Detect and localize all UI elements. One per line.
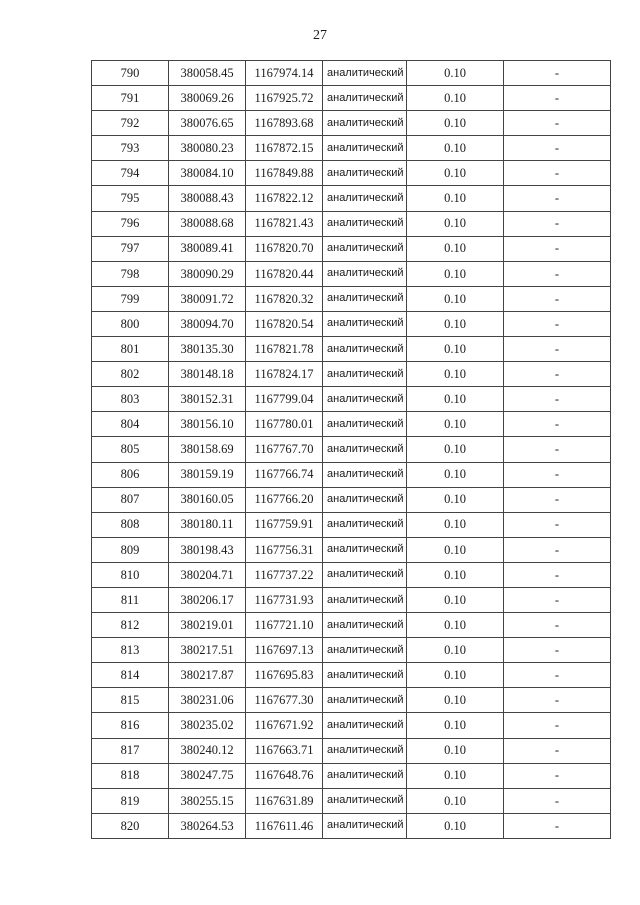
y-coordinate-cell: 1167820.44 [246, 261, 323, 286]
accuracy-cell: 0.10 [407, 311, 504, 336]
page-number: 27 [313, 28, 327, 43]
accuracy-cell: 0.10 [407, 387, 504, 412]
y-coordinate-cell: 1167663.71 [246, 738, 323, 763]
accuracy-cell: 0.10 [407, 136, 504, 161]
point-number-cell: 797 [92, 236, 169, 261]
y-coordinate-cell: 1167737.22 [246, 562, 323, 587]
table-row [92, 387, 611, 412]
y-coordinate-cell: 1167821.43 [246, 211, 323, 236]
point-number-cell: 798 [92, 261, 169, 286]
y-coordinate-cell: 1167820.32 [246, 286, 323, 311]
point-number-cell: 806 [92, 462, 169, 487]
y-coordinate-cell: 1167824.17 [246, 362, 323, 387]
method-cell: аналитический [323, 186, 407, 211]
note-cell: - [504, 462, 611, 487]
accuracy-cell: 0.10 [407, 613, 504, 638]
table-row [92, 261, 611, 286]
x-coordinate-cell: 380156.10 [169, 412, 246, 437]
point-number-cell: 813 [92, 638, 169, 663]
note-cell: - [504, 61, 611, 86]
y-coordinate-cell: 1167671.92 [246, 713, 323, 738]
accuracy-cell: 0.10 [407, 186, 504, 211]
method-cell: аналитический [323, 136, 407, 161]
x-coordinate-cell: 380135.30 [169, 337, 246, 362]
point-number-cell: 803 [92, 387, 169, 412]
point-number-cell: 808 [92, 512, 169, 537]
note-cell: - [504, 86, 611, 111]
accuracy-cell: 0.10 [407, 512, 504, 537]
method-cell: аналитический [323, 688, 407, 713]
point-number-cell: 800 [92, 311, 169, 336]
accuracy-cell: 0.10 [407, 286, 504, 311]
note-cell: - [504, 537, 611, 562]
point-number-cell: 814 [92, 663, 169, 688]
point-number-cell: 817 [92, 738, 169, 763]
point-number-cell: 804 [92, 412, 169, 437]
table-row [92, 763, 611, 788]
note-cell: - [504, 813, 611, 838]
point-number-cell: 820 [92, 813, 169, 838]
method-cell: аналитический [323, 587, 407, 612]
method-cell: аналитический [323, 311, 407, 336]
table-row [92, 562, 611, 587]
note-cell: - [504, 437, 611, 462]
table-row [92, 512, 611, 537]
table-row [92, 788, 611, 813]
table-row [92, 286, 611, 311]
y-coordinate-cell: 1167756.31 [246, 537, 323, 562]
accuracy-cell: 0.10 [407, 663, 504, 688]
y-coordinate-cell: 1167925.72 [246, 86, 323, 111]
y-coordinate-cell: 1167759.91 [246, 512, 323, 537]
point-number-cell: 815 [92, 688, 169, 713]
point-number-cell: 802 [92, 362, 169, 387]
point-number-cell: 812 [92, 613, 169, 638]
method-cell: аналитический [323, 638, 407, 663]
x-coordinate-cell: 380240.12 [169, 738, 246, 763]
x-coordinate-cell: 380217.51 [169, 638, 246, 663]
y-coordinate-cell: 1167631.89 [246, 788, 323, 813]
method-cell: аналитический [323, 462, 407, 487]
y-coordinate-cell: 1167872.15 [246, 136, 323, 161]
accuracy-cell: 0.10 [407, 61, 504, 86]
note-cell: - [504, 763, 611, 788]
x-coordinate-cell: 380235.02 [169, 713, 246, 738]
y-coordinate-cell: 1167822.12 [246, 186, 323, 211]
point-number-cell: 818 [92, 763, 169, 788]
accuracy-cell: 0.10 [407, 362, 504, 387]
note-cell: - [504, 587, 611, 612]
point-number-cell: 791 [92, 86, 169, 111]
method-cell: аналитический [323, 562, 407, 587]
accuracy-cell: 0.10 [407, 587, 504, 612]
x-coordinate-cell: 380160.05 [169, 487, 246, 512]
accuracy-cell: 0.10 [407, 788, 504, 813]
note-cell: - [504, 663, 611, 688]
y-coordinate-cell: 1167849.88 [246, 161, 323, 186]
point-number-cell: 792 [92, 111, 169, 136]
method-cell: аналитический [323, 387, 407, 412]
method-cell: аналитический [323, 663, 407, 688]
table-row [92, 638, 611, 663]
x-coordinate-cell: 380088.43 [169, 186, 246, 211]
x-coordinate-cell: 380089.41 [169, 236, 246, 261]
x-coordinate-cell: 380058.45 [169, 61, 246, 86]
y-coordinate-cell: 1167766.74 [246, 462, 323, 487]
note-cell: - [504, 186, 611, 211]
y-coordinate-cell: 1167799.04 [246, 387, 323, 412]
y-coordinate-cell: 1167766.20 [246, 487, 323, 512]
point-number-cell: 793 [92, 136, 169, 161]
point-number-cell: 801 [92, 337, 169, 362]
point-number-cell: 819 [92, 788, 169, 813]
accuracy-cell: 0.10 [407, 337, 504, 362]
accuracy-cell: 0.10 [407, 763, 504, 788]
accuracy-cell: 0.10 [407, 738, 504, 763]
note-cell: - [504, 161, 611, 186]
x-coordinate-cell: 380091.72 [169, 286, 246, 311]
x-coordinate-cell: 380247.75 [169, 763, 246, 788]
y-coordinate-cell: 1167721.10 [246, 613, 323, 638]
x-coordinate-cell: 380152.31 [169, 387, 246, 412]
point-number-cell: 805 [92, 437, 169, 462]
x-coordinate-cell: 380084.10 [169, 161, 246, 186]
table-row [92, 537, 611, 562]
accuracy-cell: 0.10 [407, 638, 504, 663]
method-cell: аналитический [323, 713, 407, 738]
table-row [92, 337, 611, 362]
x-coordinate-cell: 380180.11 [169, 512, 246, 537]
y-coordinate-cell: 1167697.13 [246, 638, 323, 663]
table-row [92, 613, 611, 638]
x-coordinate-cell: 380204.71 [169, 562, 246, 587]
x-coordinate-cell: 380198.43 [169, 537, 246, 562]
x-coordinate-cell: 380094.70 [169, 311, 246, 336]
y-coordinate-cell: 1167611.46 [246, 813, 323, 838]
table-row [92, 412, 611, 437]
table-row [92, 86, 611, 111]
y-coordinate-cell: 1167695.83 [246, 663, 323, 688]
coordinates-table-body [92, 61, 611, 839]
point-number-cell: 799 [92, 286, 169, 311]
table-row [92, 362, 611, 387]
point-number-cell: 809 [92, 537, 169, 562]
method-cell: аналитический [323, 261, 407, 286]
accuracy-cell: 0.10 [407, 211, 504, 236]
x-coordinate-cell: 380255.15 [169, 788, 246, 813]
point-number-cell: 796 [92, 211, 169, 236]
method-cell: аналитический [323, 211, 407, 236]
note-cell: - [504, 236, 611, 261]
table-row [92, 587, 611, 612]
accuracy-cell: 0.10 [407, 111, 504, 136]
method-cell: аналитический [323, 537, 407, 562]
accuracy-cell: 0.10 [407, 487, 504, 512]
y-coordinate-cell: 1167677.30 [246, 688, 323, 713]
x-coordinate-cell: 380076.65 [169, 111, 246, 136]
table-row [92, 713, 611, 738]
point-number-cell: 811 [92, 587, 169, 612]
method-cell: аналитический [323, 412, 407, 437]
method-cell: аналитический [323, 337, 407, 362]
accuracy-cell: 0.10 [407, 688, 504, 713]
x-coordinate-cell: 380217.87 [169, 663, 246, 688]
table-row [92, 186, 611, 211]
note-cell: - [504, 412, 611, 437]
note-cell: - [504, 487, 611, 512]
y-coordinate-cell: 1167974.14 [246, 61, 323, 86]
table-row [92, 161, 611, 186]
x-coordinate-cell: 380069.26 [169, 86, 246, 111]
point-number-cell: 794 [92, 161, 169, 186]
note-cell: - [504, 362, 611, 387]
method-cell: аналитический [323, 763, 407, 788]
point-number-cell: 810 [92, 562, 169, 587]
method-cell: аналитический [323, 362, 407, 387]
method-cell: аналитический [323, 61, 407, 86]
table-row [92, 462, 611, 487]
accuracy-cell: 0.10 [407, 412, 504, 437]
point-number-cell: 790 [92, 61, 169, 86]
x-coordinate-cell: 380159.19 [169, 462, 246, 487]
note-cell: - [504, 562, 611, 587]
point-number-cell: 807 [92, 487, 169, 512]
note-cell: - [504, 713, 611, 738]
method-cell: аналитический [323, 236, 407, 261]
x-coordinate-cell: 380219.01 [169, 613, 246, 638]
note-cell: - [504, 337, 611, 362]
note-cell: - [504, 261, 611, 286]
point-number-cell: 816 [92, 713, 169, 738]
method-cell: аналитический [323, 738, 407, 763]
method-cell: аналитический [323, 437, 407, 462]
accuracy-cell: 0.10 [407, 437, 504, 462]
table-row [92, 311, 611, 336]
y-coordinate-cell: 1167820.70 [246, 236, 323, 261]
note-cell: - [504, 286, 611, 311]
method-cell: аналитический [323, 788, 407, 813]
method-cell: аналитический [323, 813, 407, 838]
y-coordinate-cell: 1167648.76 [246, 763, 323, 788]
note-cell: - [504, 512, 611, 537]
x-coordinate-cell: 380088.68 [169, 211, 246, 236]
x-coordinate-cell: 380148.18 [169, 362, 246, 387]
note-cell: - [504, 613, 611, 638]
note-cell: - [504, 788, 611, 813]
y-coordinate-cell: 1167780.01 [246, 412, 323, 437]
note-cell: - [504, 311, 611, 336]
accuracy-cell: 0.10 [407, 161, 504, 186]
method-cell: аналитический [323, 487, 407, 512]
table-row [92, 437, 611, 462]
y-coordinate-cell: 1167820.54 [246, 311, 323, 336]
table-row [92, 111, 611, 136]
table-row [92, 813, 611, 838]
y-coordinate-cell: 1167821.78 [246, 337, 323, 362]
note-cell: - [504, 136, 611, 161]
note-cell: - [504, 211, 611, 236]
y-coordinate-cell: 1167731.93 [246, 587, 323, 612]
table-row [92, 688, 611, 713]
note-cell: - [504, 738, 611, 763]
table-row [92, 236, 611, 261]
method-cell: аналитический [323, 86, 407, 111]
table-row [92, 738, 611, 763]
accuracy-cell: 0.10 [407, 537, 504, 562]
accuracy-cell: 0.10 [407, 562, 504, 587]
note-cell: - [504, 688, 611, 713]
y-coordinate-cell: 1167767.70 [246, 437, 323, 462]
x-coordinate-cell: 380264.53 [169, 813, 246, 838]
coordinates-table [91, 60, 611, 839]
method-cell: аналитический [323, 111, 407, 136]
table-row [92, 663, 611, 688]
note-cell: - [504, 387, 611, 412]
table-row [92, 211, 611, 236]
note-cell: - [504, 638, 611, 663]
x-coordinate-cell: 380206.17 [169, 587, 246, 612]
accuracy-cell: 0.10 [407, 813, 504, 838]
y-coordinate-cell: 1167893.68 [246, 111, 323, 136]
accuracy-cell: 0.10 [407, 86, 504, 111]
table-row [92, 61, 611, 86]
x-coordinate-cell: 380090.29 [169, 261, 246, 286]
method-cell: аналитический [323, 286, 407, 311]
note-cell: - [504, 111, 611, 136]
accuracy-cell: 0.10 [407, 462, 504, 487]
accuracy-cell: 0.10 [407, 261, 504, 286]
table-row [92, 487, 611, 512]
accuracy-cell: 0.10 [407, 713, 504, 738]
method-cell: аналитический [323, 161, 407, 186]
accuracy-cell: 0.10 [407, 236, 504, 261]
x-coordinate-cell: 380231.06 [169, 688, 246, 713]
x-coordinate-cell: 380080.23 [169, 136, 246, 161]
point-number-cell: 795 [92, 186, 169, 211]
method-cell: аналитический [323, 613, 407, 638]
table-row [92, 136, 611, 161]
x-coordinate-cell: 380158.69 [169, 437, 246, 462]
method-cell: аналитический [323, 512, 407, 537]
